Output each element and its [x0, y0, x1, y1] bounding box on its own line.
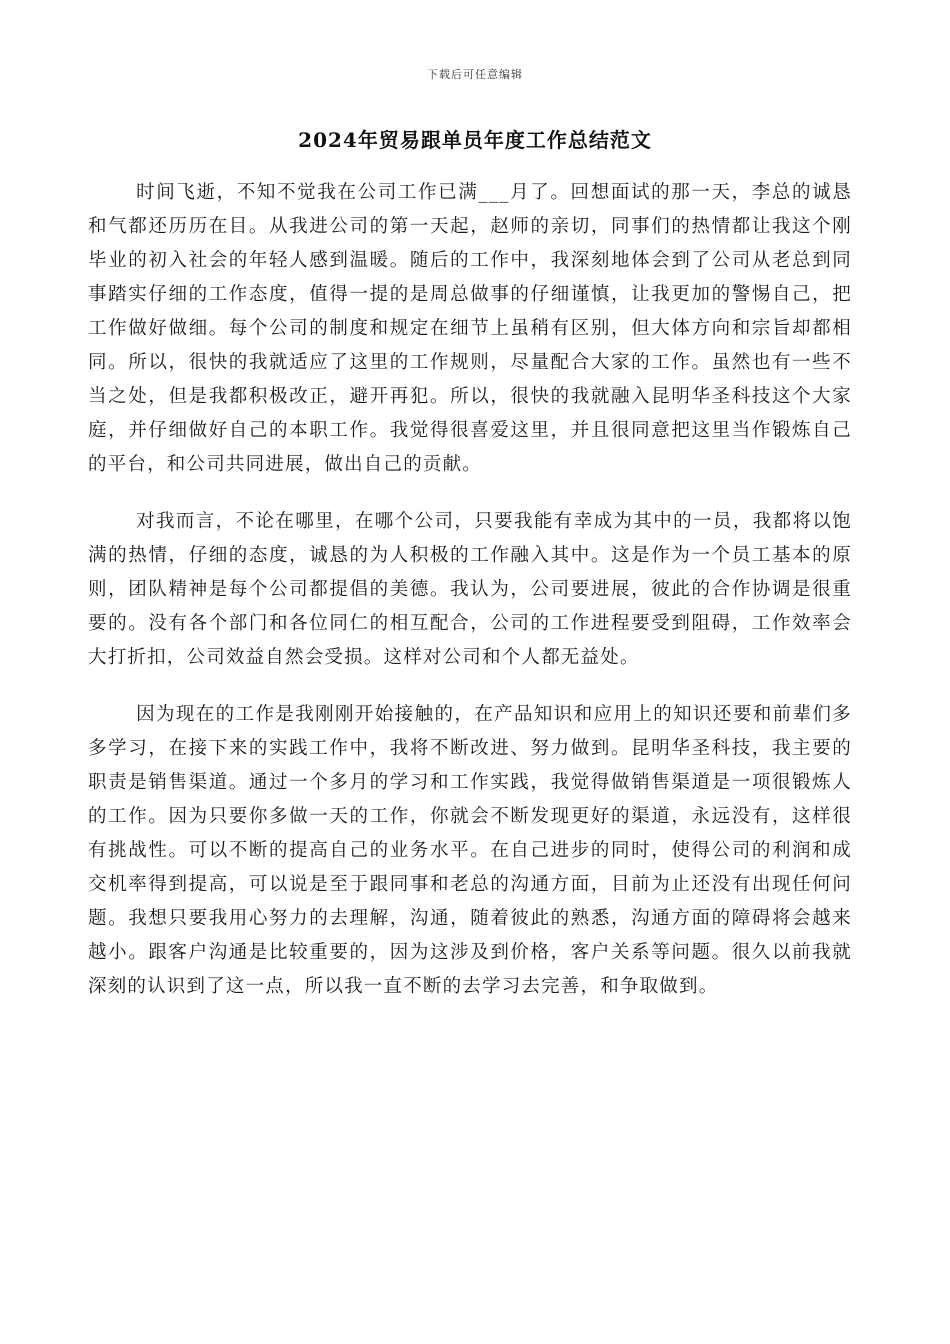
document-body	[88, 176, 852, 1027]
document-title: 2024年贸易跟单员年度工作总结范文	[298, 128, 652, 152]
paragraph-2: 对我而言，不论在哪里，在哪个公司，只要我能有幸成为其中的一员，我都将以饱满的热情，仔细的态度，诚恳的为人积极的工作融入其中。这是作为一个员工基本的原则，团队精神是每个公司都提倡的美德。我认为，公司要进展，彼此的合作协调是很重要的。没有各个部门和各位同仁的相互配合，公司的工作进程要受到阻碍，工作效率会大打折扣，公司效益自然会受损。这样对公司和个人都无益处。	[88, 511, 852, 668]
paragraph-1: 时间飞逝，不知不觉我在公司工作已满___月了。回想面试的那一天，李总的诚恳和气都还历历在目。从我进公司的第一天起，赵师的亲切，同事们的热情都让我这个刚毕业的初入社会的年轻人感到温暖。随后的工作中，我深刻地体会到了公司从老总到同事踏实仔细的工作态度，值得一提的是周总做事的仔细谨慎，让我更加的警惕自己，把工作做好做细。每个公司的制度和规定在细节上虽稍有区别，但大体方向和宗旨却都相同。所以，很快的我就适应了这里的工作规则，尽量配合大家的工作。虽然也有一些不当之处，但是我都积极改正，避开再犯。所以，很快的我就融入昆明华圣科技这个大家庭，并仔细做好自己的本职工作。我觉得很喜爱这里，并且很同意把这里当作锻炼自己的平台，和公司共同进展，做出自己的贡献。	[88, 182, 852, 475]
header-note: 下载后可任意编辑	[427, 68, 523, 81]
paragraph-3: 因为现在的工作是我刚刚开始接触的，在产品知识和应用上的知识还要和前辈们多多学习，在接下来的实践工作中，我将不断改进、努力做到。昆明华圣科技，我主要的职责是销售渠道。通过一个多月的学习和工作实践，我觉得做销售渠道是一项很锻炼人的工作。因为只要你多做一天的工作，你就会不断发现更好的渠道，永远没有，这样很有挑战性。可以不断的提高自己的业务水平。在自己进步的同时，使得公司的利润和成交机率得到提高，可以说是至于跟同事和老总的沟通方面，目前为止还没有出现任何问题。我想只要我用心努力的去理解，沟通，随着彼此的熟悉，沟通方面的障碍将会越来越小。跟客户沟通是比较重要的，因为这涉及到价格，客户关系等问题。很久以前我就深刻的认识到了这一点，所以我一直不断的去学习去完善，和争取做到。	[88, 704, 852, 997]
